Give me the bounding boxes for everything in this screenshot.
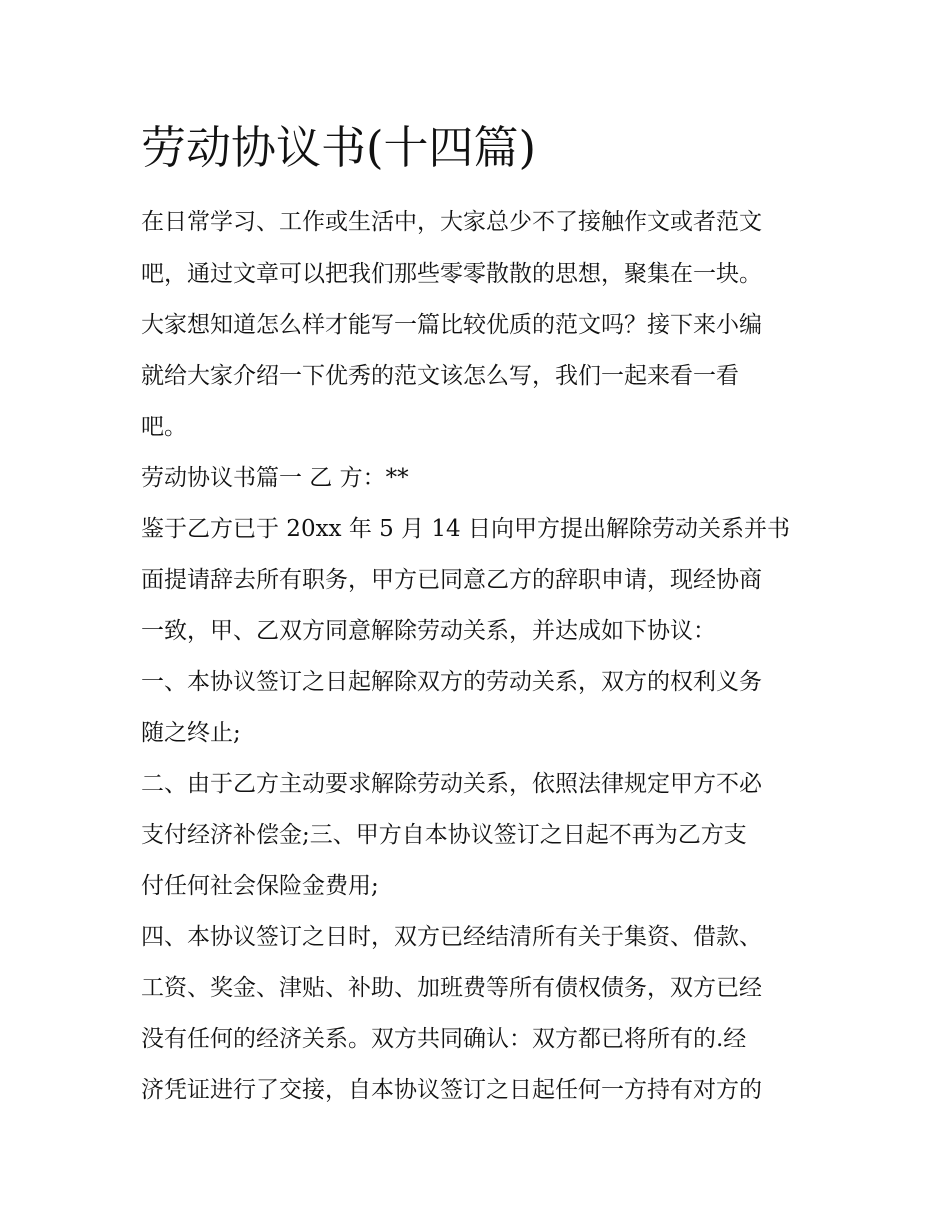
paragraph-line: 一、本协议签订之日起解除双方的劳动关系，双方的权利义务 (141, 669, 762, 695)
paragraph-line: 吧。 (141, 414, 187, 440)
paragraph-line: 鉴于乙方已于 20xx 年 5 月 14 日向甲方提出解除劳动关系并书 (141, 516, 790, 542)
paragraph-line: 没有任何的经济关系。双方共同确认：双方都已将所有的.经 (141, 1026, 747, 1052)
paragraph-line: 支付经济补偿金;三、甲方自本协议签订之日起不再为乙方支 (141, 822, 747, 848)
paragraph-line: 大家想知道怎么样才能写一篇比较优质的范文吗？接下来小编 (141, 312, 762, 338)
document-title: 劳动协议书(十四篇) (141, 121, 537, 174)
paragraph-line: 一致，甲、乙双方同意解除劳动关系，并达成如下协议： (141, 618, 716, 644)
paragraph-line: 随之终止; (141, 720, 241, 746)
paragraph-line: 工资、奖金、津贴、补助、加班费等所有债权债务，双方已经 (141, 975, 762, 1001)
paragraph-line: 在日常学习、工作或生活中，大家总少不了接触作文或者范文 (141, 209, 762, 235)
paragraph-line: 付任何社会保险金费用; (141, 873, 379, 899)
paragraph-line: 吧，通过文章可以把我们那些零零散散的思想，聚集在一块。 (141, 261, 762, 287)
section-heading-line: 劳动协议书篇一 乙 方：** (141, 465, 409, 491)
paragraph-line: 面提请辞去所有职务，甲方已同意乙方的辞职申请，现经协商 (141, 567, 762, 593)
paragraph-line: 二、由于乙方主动要求解除劳动关系，依照法律规定甲方不必 (141, 771, 762, 797)
paragraph-line: 四、本协议签订之日时，双方已经结清所有关于集资、借款、 (141, 924, 762, 950)
paragraph-line: 济凭证进行了交接，自本协议签订之日起任何一方持有对方的 (141, 1077, 762, 1103)
paragraph-line: 就给大家介绍一下优秀的范文该怎么写，我们一起来看一看 (141, 363, 739, 389)
